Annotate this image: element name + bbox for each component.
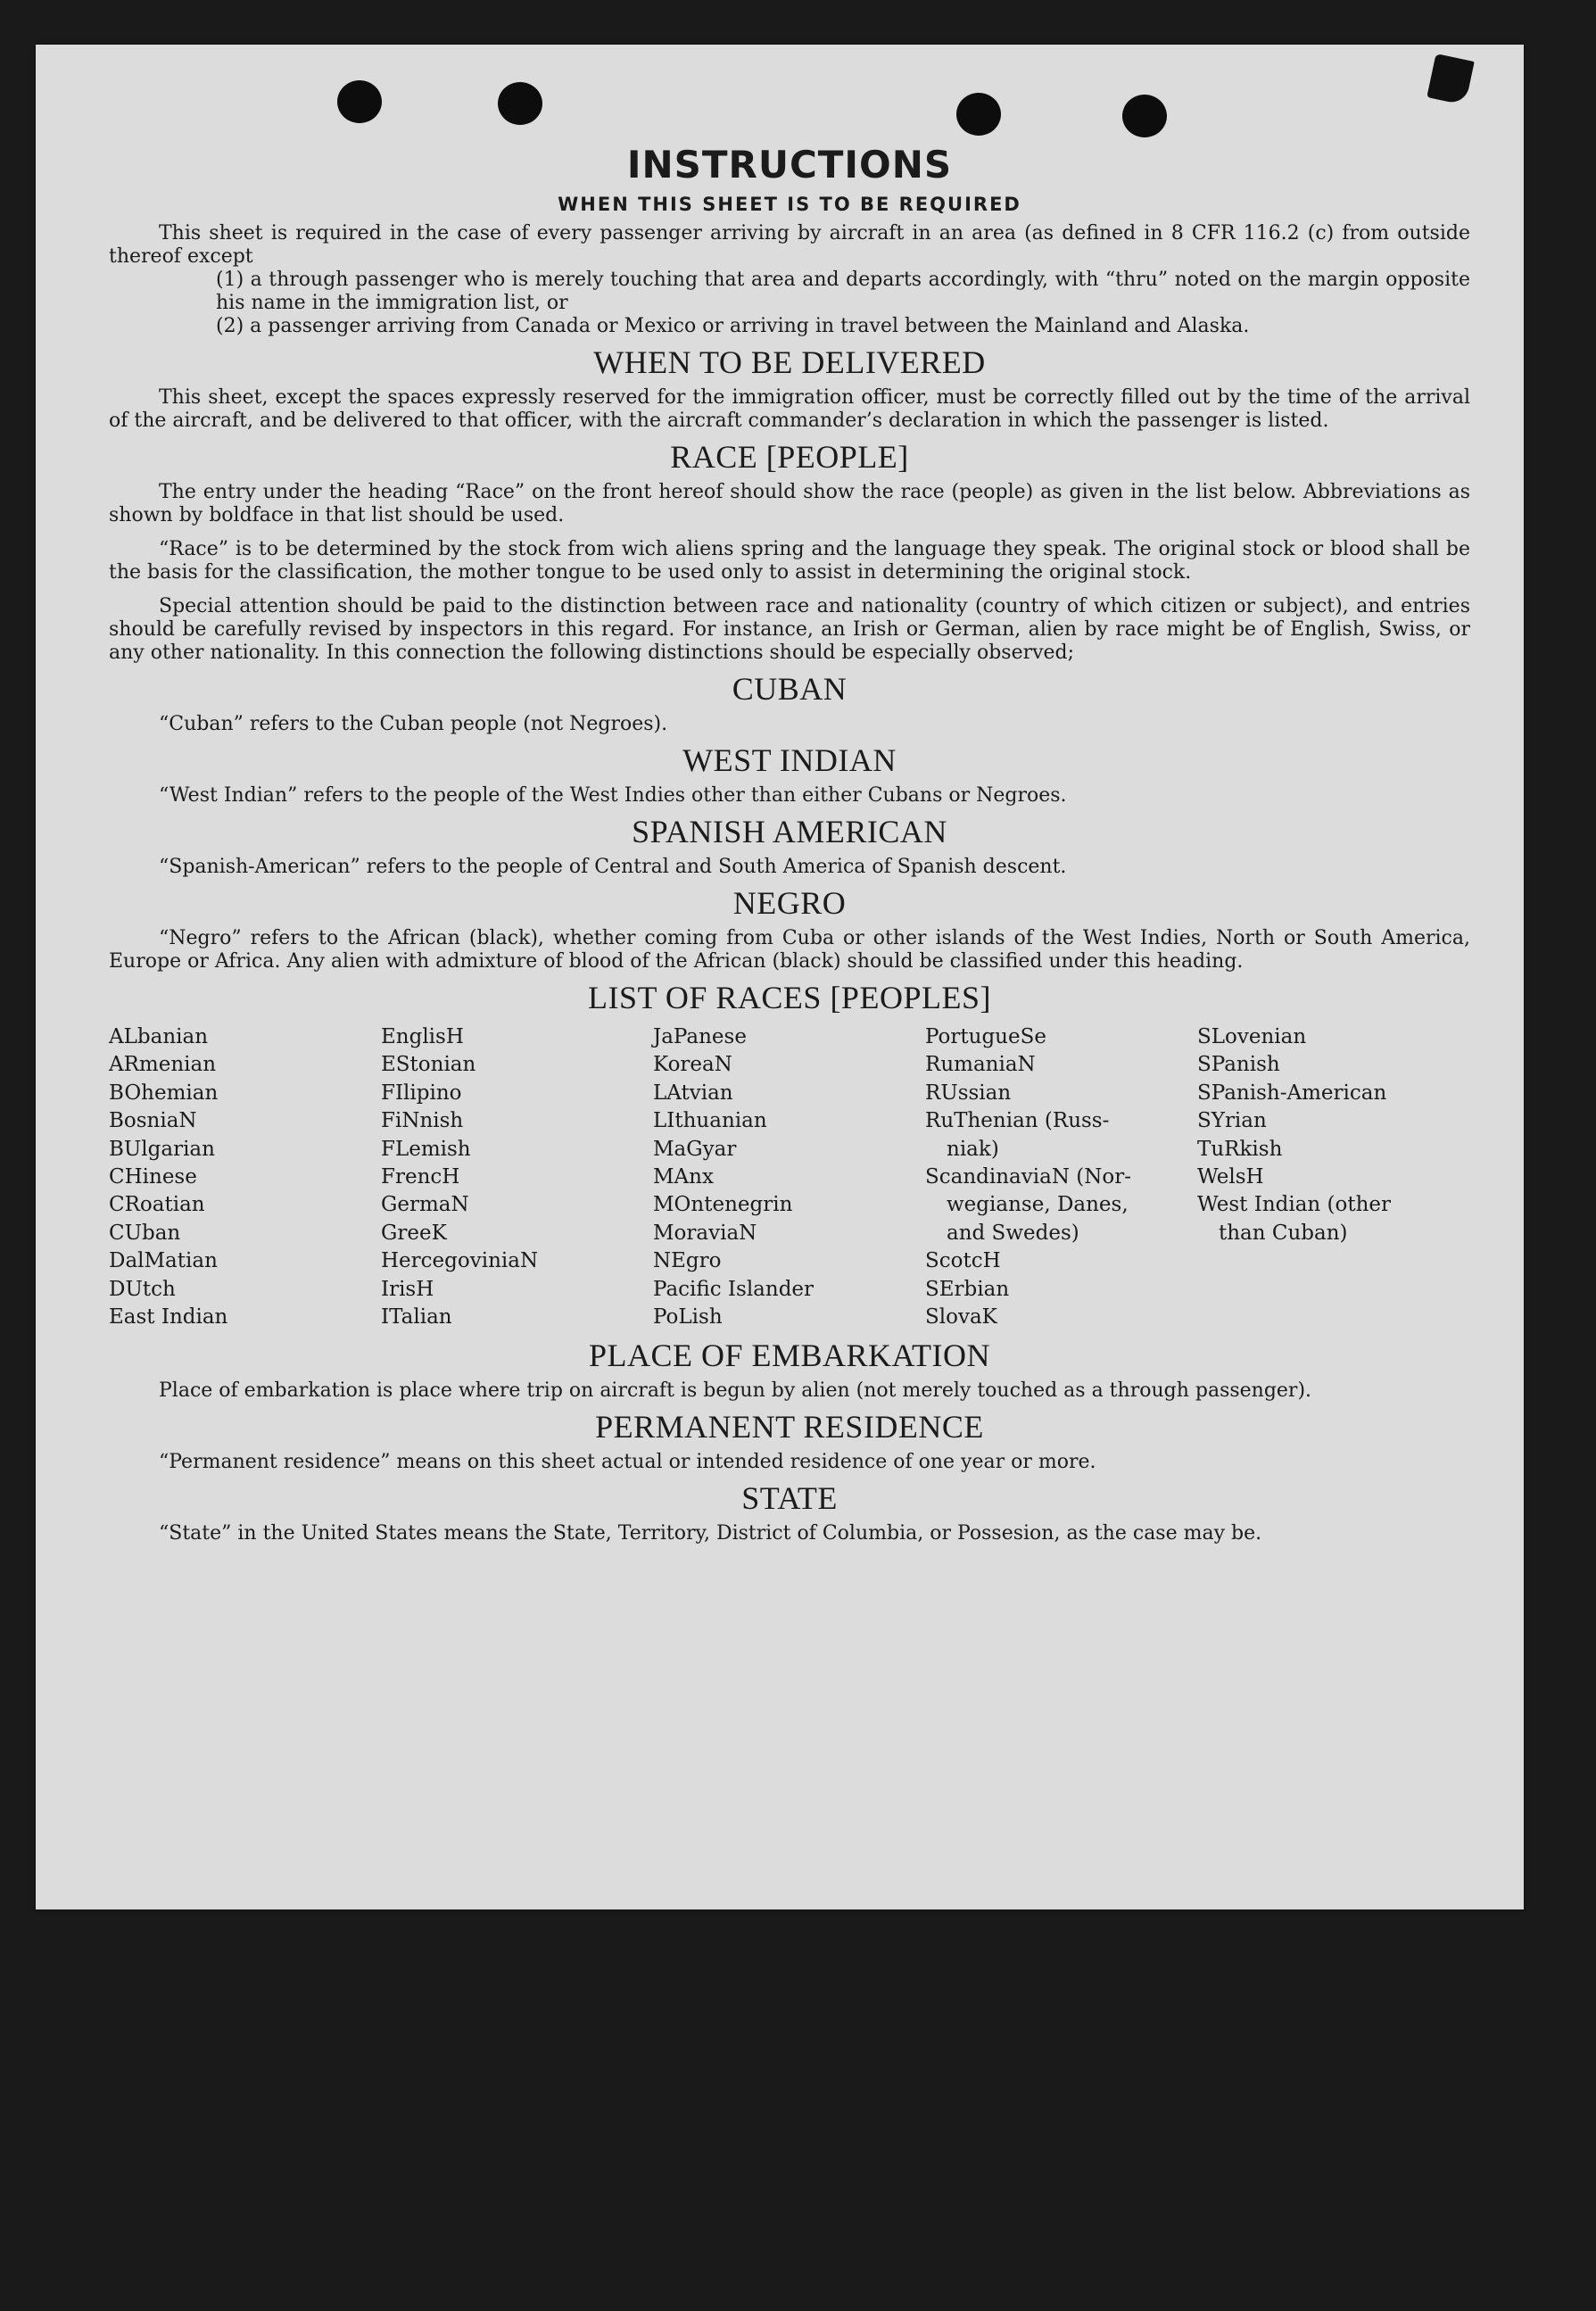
- section-heading-negro: NEGRO: [732, 885, 847, 921]
- race-entry: EStonian: [381, 1053, 476, 1077]
- section-heading-west-indian: WEST INDIAN: [682, 742, 897, 778]
- race-entry: DalMatian: [109, 1249, 218, 1273]
- race-entry: FIlipino: [381, 1081, 462, 1105]
- race-entry: GreeK: [381, 1221, 447, 1245]
- race-entry: WelsH: [1197, 1165, 1264, 1189]
- race-entry: GermaN: [381, 1193, 469, 1217]
- race-paragraph-3: Special attention should be paid to the distinction between race and nationality (country of which citizen or subject), and entries should be carefully revised by inspectors in this regard. For instance, an Irish or German, alien by race might be of English, Swiss, or any other nationality. In this connection the following distinctions should be especially observed;: [109, 595, 1470, 664]
- race-entry: LIthuanian: [653, 1109, 767, 1133]
- race-entry-continued: than Cuban): [1219, 1221, 1348, 1245]
- race-entry: HercegoviniaN: [381, 1249, 539, 1273]
- race-entry: SPanish-American: [1197, 1081, 1387, 1105]
- race-entry: MoraviaN: [653, 1221, 757, 1245]
- race-entry: SlovaK: [925, 1305, 997, 1329]
- document-sheet: [36, 45, 1524, 1909]
- punch-hole: [498, 82, 542, 125]
- race-paragraph-2: “Race” is to be determined by the stock from wich aliens spring and the language they speak. The original stock or blood shall be the basis for the classification, the mother tongue to be used only to assist in determining the original stock.: [109, 538, 1470, 584]
- race-entry: West Indian (other: [1197, 1193, 1392, 1217]
- race-entry: SLovenian: [1197, 1025, 1307, 1048]
- exception-1: (1) a through passenger who is merely touching that area and departs accordingly, with “thru” noted on the margin opposite his name in the immigration list, or: [216, 269, 1470, 314]
- race-entry: IrisH: [381, 1277, 434, 1301]
- race-entry: SErbian: [925, 1277, 1010, 1301]
- intro-paragraph: This sheet is required in the case of every passenger arriving by aircraft in an area (as defined in 8 CFR 116.2 (c) from outside thereof except: [109, 222, 1470, 268]
- race-entry: CRoatian: [109, 1193, 205, 1217]
- race-entry: ITalian: [381, 1305, 452, 1329]
- section-heading-embarkation: PLACE OF EMBARKATION: [588, 1338, 991, 1374]
- race-entry: EnglisH: [381, 1025, 464, 1048]
- punch-hole: [1122, 95, 1167, 137]
- page-subtitle: WHEN THIS SHEET IS TO BE REQUIRED: [558, 194, 1021, 215]
- section-heading-race: RACE [PEOPLE]: [670, 439, 909, 475]
- race-entry: East Indian: [109, 1305, 228, 1329]
- race-entry: RUssian: [925, 1081, 1012, 1105]
- race-entry: LAtvian: [653, 1081, 733, 1105]
- negro-paragraph: “Negro” refers to the African (black), whether coming from Cuba or other islands of the West Indies, North or South America, Europe or Africa. Any alien with admixture of blood of the African (black) should be classified under this heading.: [109, 927, 1470, 973]
- section-heading-state: STATE: [741, 1480, 838, 1517]
- race-entry: FrencH: [381, 1165, 460, 1189]
- delivered-paragraph: This sheet, except the spaces expressly reserved for the immigration officer, must be correctly filled out by the time of the arrival of the aircraft, and be delivered to that officer, with the aircraft commander’s declaration in which the passenger is listed.: [109, 386, 1470, 432]
- race-entry: MOntenegrin: [653, 1193, 793, 1217]
- west-indian-paragraph: “West Indian” refers to the people of the West Indies other than either Cubans or Negroes.: [159, 784, 1067, 807]
- race-entry-continued: and Swedes): [947, 1221, 1079, 1245]
- race-entry: RumaniaN: [925, 1053, 1036, 1077]
- section-heading-cuban: CUBAN: [732, 671, 848, 707]
- race-entry: BosniaN: [109, 1109, 197, 1133]
- race-entry: ALbanian: [109, 1025, 209, 1048]
- race-entry: PortugueSe: [925, 1025, 1046, 1048]
- race-entry: DUtch: [109, 1277, 176, 1301]
- race-entry: BUlgarian: [109, 1137, 215, 1161]
- race-entry: SPanish: [1197, 1053, 1280, 1077]
- race-paragraph-1: The entry under the heading “Race” on the front hereof should show the race (people) as given in the list below. Abbreviations as shown by boldface in that list should be used.: [109, 481, 1470, 526]
- section-heading-residence: PERMANENT RESIDENCE: [595, 1409, 984, 1445]
- race-entry: CUban: [109, 1221, 181, 1245]
- section-heading-delivered: WHEN TO BE DELIVERED: [593, 344, 986, 380]
- race-entry: KoreaN: [653, 1053, 732, 1077]
- race-entry: ScandinaviaN (Nor-: [925, 1165, 1131, 1189]
- race-list: [109, 1023, 1470, 1331]
- race-entry: CHinese: [109, 1165, 197, 1189]
- race-entry: FLemish: [381, 1137, 471, 1161]
- race-entry: ARmenian: [109, 1053, 217, 1077]
- race-entry: TuRkish: [1197, 1137, 1283, 1161]
- race-entry: RuThenian (Russ-: [925, 1109, 1110, 1133]
- cuban-paragraph: “Cuban” refers to the Cuban people (not Negroes).: [159, 713, 668, 735]
- staple-mark: [1426, 54, 1474, 105]
- race-entry: ScotcH: [925, 1249, 1001, 1273]
- race-entry: Pacific Islander: [653, 1277, 815, 1301]
- race-entry: MaGyar: [653, 1137, 737, 1161]
- race-entry-continued: wegianse, Danes,: [947, 1193, 1129, 1217]
- race-entry: NEgro: [653, 1249, 722, 1273]
- residence-paragraph: “Permanent residence” means on this sheet actual or intended residence of one year or more.: [159, 1451, 1096, 1474]
- section-heading-spanish-american: SPANISH AMERICAN: [632, 814, 947, 849]
- race-column-1: [109, 1023, 381, 1331]
- race-column-5: [1197, 1023, 1469, 1331]
- race-entry: PoLish: [653, 1305, 723, 1329]
- race-entry: MAnx: [653, 1165, 714, 1189]
- embarkation-paragraph: Place of embarkation is place where trip on aircraft is begun by alien (not merely touched as a through passenger).: [159, 1379, 1312, 1403]
- race-column-4: [925, 1023, 1197, 1331]
- race-entry: SYrian: [1197, 1109, 1267, 1133]
- punch-hole: [337, 80, 382, 123]
- exception-2: (2) a passenger arriving from Canada or Mexico or arriving in travel between the Mainland and Alaska.: [216, 315, 1250, 337]
- instructions-content: [109, 143, 1470, 1545]
- state-paragraph: “State” in the United States means the State, Territory, District of Columbia, or Possesion, as the case may be.: [159, 1522, 1262, 1545]
- race-entry: JaPanese: [653, 1025, 747, 1048]
- race-entry: FiNnish: [381, 1109, 464, 1133]
- page-title: INSTRUCTIONS: [626, 143, 953, 186]
- race-column-3: [653, 1023, 925, 1331]
- race-column-2: [381, 1023, 653, 1331]
- spanish-american-paragraph: “Spanish-American” refers to the people of Central and South America of Spanish descent.: [159, 856, 1067, 878]
- punch-hole: [956, 93, 1001, 136]
- race-entry-continued: niak): [947, 1137, 999, 1161]
- race-entry: BOhemian: [109, 1081, 219, 1105]
- section-heading-race-list: LIST OF RACES [PEOPLES]: [588, 980, 991, 1015]
